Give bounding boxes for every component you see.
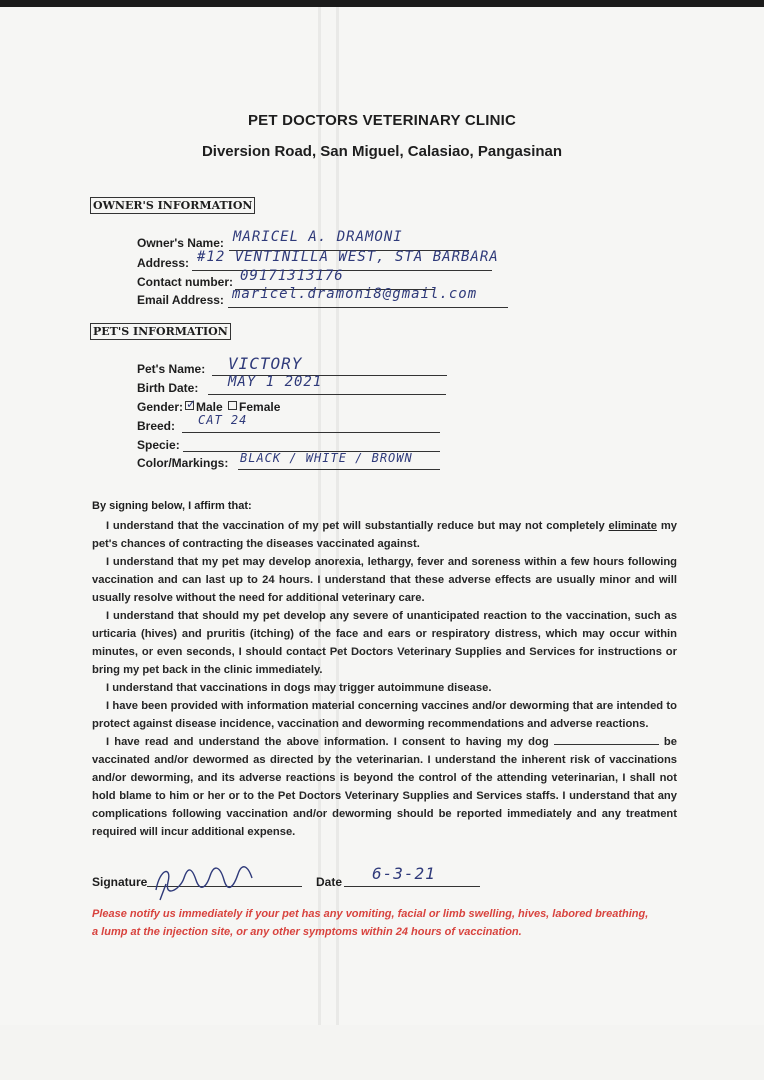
email-line (228, 307, 508, 308)
pet-name-value: VICTORY (228, 354, 303, 373)
date-value: 6-3-21 (372, 864, 436, 883)
breed-line (182, 432, 440, 433)
contact-label: Contact number: (137, 275, 233, 289)
affirm-p4: I understand that vaccinations in dogs may trigger autoimmune disease. (106, 682, 492, 694)
contact-value: 09171313176 (240, 268, 344, 284)
male-check-mark-icon: ✓ (186, 397, 197, 411)
affirm-p6-text-end: be vaccinated and/or dewormed as directed by the veterinarian. I understand the inherent risk of vaccinations and/or deworming, and its adverse reactions is beyond the control of the attending veterinarian, I shall not hold blame to him or her or to the Pet Doctors Veterinary Supplies and Services staffs. I understand that any complications following vaccination and/or deworming should be reported immediately and any treatment required will incur additional expense. (92, 736, 677, 838)
clinic-address: Diversion Road, San Miguel, Calasiao, Pangasinan (201, 143, 563, 160)
gender-row (137, 400, 280, 414)
email-value: maricel.dramoni8@gmail.com (232, 286, 478, 302)
address-value: #12 VENTINILLA WEST, STA BARBARA (197, 249, 499, 265)
pet-name-label: Pet's Name: (137, 362, 206, 376)
owner-name-label: Owner's Name: (137, 236, 224, 250)
pet-section-heading: PET'S INFORMATION (90, 323, 231, 340)
breed-label: Breed: (137, 419, 176, 433)
affirm-p1 (92, 517, 677, 553)
email-label: Email Address: (137, 293, 224, 307)
signature-label: Signature (92, 875, 148, 889)
specie-label: Specie: (137, 438, 180, 452)
affirm-p6-text: I have read and understand the above information. I consent to having my dog (106, 736, 554, 748)
date-line[interactable] (344, 886, 480, 887)
affirm-p3: I understand that should my pet develop any severe of unanticipated reaction to the vaccination, such as urticaria (hives) and pruritis (itching) of the face and ears or respiratory distress, which may occur within minutes, or even seconds, I should contact Pet Doctors Veterinary Supplies and Services for instructions or bring my pet back in the clinic immediately. (92, 610, 677, 676)
affirm-p1-underlined: eliminate (608, 520, 657, 532)
address-label: Address: (137, 256, 190, 270)
birth-date-line (208, 394, 446, 395)
female-checkbox[interactable] (228, 401, 237, 410)
signature-scribble (150, 860, 260, 902)
owner-section-heading: OWNER'S INFORMATION (90, 197, 255, 214)
affirm-p1-text: I understand that the vaccination of my pet will substantially reduce but may not completely (106, 520, 609, 532)
breed-value: CAT 24 (198, 413, 248, 427)
birth-date-value: MAY 1 2021 (228, 374, 323, 390)
symptom-notice: Please notify us immediately if your pet has any vomiting, facial or limb swelling, hives, labored breathing, a lump at the injection site, or any other symptoms within 24 hours of vaccination. (92, 908, 649, 938)
gender-label: Gender: (137, 400, 184, 414)
gender-male-label: Male (196, 400, 223, 414)
owner-name-value: MARICEL A. DRAMONI (233, 229, 403, 245)
scan-top-edge (0, 0, 764, 7)
date-label: Date (316, 875, 343, 889)
affirm-lead: By signing below, I affirm that: (92, 500, 252, 512)
affirm-p2: I understand that my pet may develop anorexia, lethargy, fever and soreness within a few hours following vaccination and can last up to 24 hours. I understand that these adverse effects are usually minor and will usually resolve without the need for additional veterinary care. (92, 556, 677, 604)
color-line (238, 469, 440, 470)
birth-date-label: Birth Date: (137, 381, 199, 395)
affirm-p6 (92, 733, 677, 841)
affirm-p5: I have been provided with information material concerning vaccines and/or deworming that are intended to protect against disease incidence, vaccination and deworming recommendations and adverse reactions. (92, 700, 677, 730)
affirm-p1-text-end: my pet's chances of contracting the diseases vaccinated against. (92, 520, 677, 550)
affirm-paragraphs (92, 517, 677, 841)
color-value: BLACK / WHITE / BROWN (240, 451, 413, 465)
dog-name-blank[interactable] (554, 734, 659, 745)
clinic-name: PET DOCTORS VETERINARY CLINIC (247, 112, 517, 129)
gender-female-label: Female (239, 400, 281, 414)
color-label: Color/Markings: (137, 456, 229, 470)
